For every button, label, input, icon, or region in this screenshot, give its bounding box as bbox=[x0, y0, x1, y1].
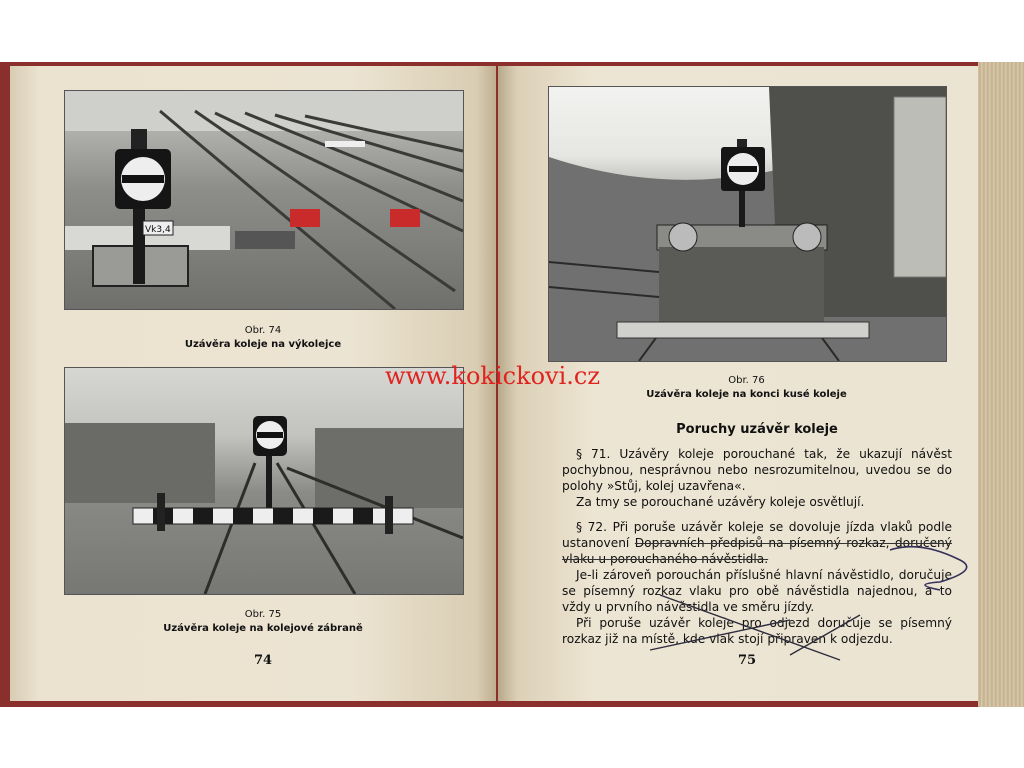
figure-75-drawing bbox=[65, 368, 463, 594]
right-page-number: 75 bbox=[738, 653, 757, 668]
paragraph-72c: Při poruše uzávěr koleje pro odjezd doručuje se písemný rozkaz již na místě, kde vlak stojí připraven k odjezdu. bbox=[562, 616, 952, 646]
paragraph-71: § 71. Uzávěry koleje porouchané tak, že ukazují návěst pochybnou, nesprávnou nebo nesrozumitelnou, uvedou se do polohy »Stůj, kolej uzavřena«. bbox=[562, 447, 952, 493]
figure-74-caption bbox=[64, 324, 462, 352]
left-page-number: 74 bbox=[254, 653, 273, 668]
paragraph-72b: Je-li zároveň porouchán příslušné hlavní návěstidlo, doručuje se písemný rozkaz vlaku pro obě návěstidla najednou, a to vždy u prvního návěstidla ve směru jízdy. bbox=[562, 568, 952, 614]
paragraph-72-struck: Dopravních předpisů na písemný rozkaz, doručený vlaku u porouchaného návěstidla. bbox=[562, 536, 952, 566]
paragraph-71b: Za tmy se porouchané uzávěry koleje osvětlují. bbox=[576, 495, 865, 509]
figure-74-sign-label: Vk3,4 bbox=[145, 225, 171, 235]
section-heading: Poruchy uzávěr koleje bbox=[676, 422, 838, 437]
paragraph-72-text: § 72. Při poruše uzávěr koleje se dovoluje jízda vlaků podle ustanovení bbox=[562, 520, 952, 550]
figure-76-number: Obr. 76 bbox=[728, 375, 765, 386]
figure-76-title: Uzávěra koleje na konci kusé koleje bbox=[646, 389, 847, 400]
figure-74-title: Uzávěra koleje na výkolejce bbox=[184, 339, 342, 350]
figure-76-photo bbox=[548, 86, 947, 362]
figure-75-number: Obr. 75 bbox=[244, 609, 282, 620]
figure-74-photo bbox=[64, 90, 464, 310]
figure-74-number: Obr. 74 bbox=[244, 325, 282, 336]
figure-75-caption bbox=[64, 608, 462, 636]
figure-74-drawing bbox=[65, 91, 463, 309]
figure-75-photo bbox=[64, 367, 464, 595]
figure-76-drawing bbox=[549, 87, 946, 361]
figure-75-title: Uzávěra koleje na kolejové zábraně bbox=[163, 623, 363, 634]
figure-76-caption bbox=[548, 374, 945, 402]
watermark: www.kokickovi.cz bbox=[385, 362, 601, 390]
handwritten-annotation bbox=[640, 520, 1000, 670]
